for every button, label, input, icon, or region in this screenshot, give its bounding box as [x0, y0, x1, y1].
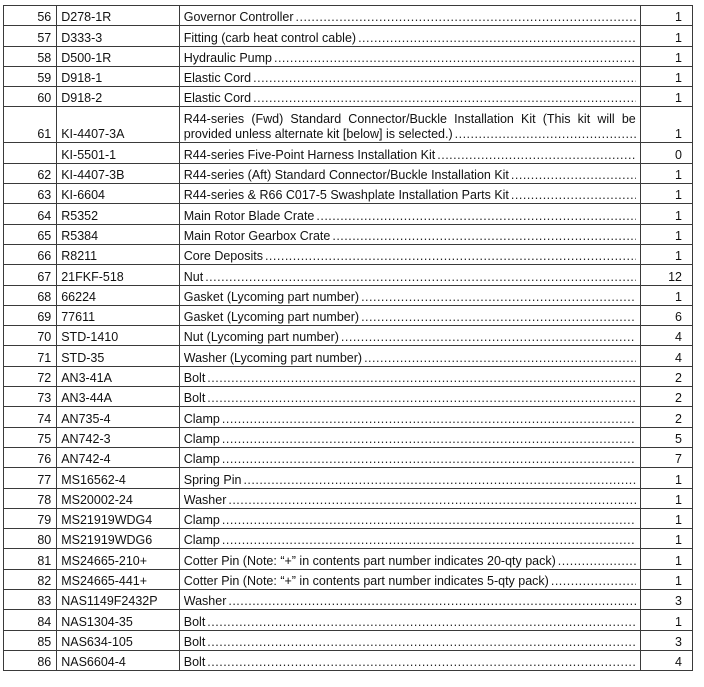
quantity: 1 [640, 204, 692, 224]
description-line [184, 310, 636, 325]
leader-dots [228, 493, 635, 508]
description-line [184, 493, 636, 508]
description-text: Bolt [183, 391, 206, 406]
description-cell [179, 6, 640, 26]
description-line [184, 330, 636, 345]
item-number: 64 [4, 204, 57, 224]
description-line [184, 554, 636, 569]
leader-dots [253, 91, 636, 106]
description-text: Bolt [183, 371, 206, 386]
description-text: Nut [183, 269, 204, 284]
description-cell [179, 407, 640, 427]
quantity: 1 [640, 46, 692, 66]
description-line [184, 168, 636, 183]
table-row [4, 508, 693, 528]
item-number: 73 [4, 387, 57, 407]
part-number: AN3-44A [57, 387, 180, 407]
table-row [4, 569, 693, 589]
description-line [184, 209, 636, 224]
quantity: 1 [640, 529, 692, 549]
description-line [184, 371, 636, 386]
table-row [4, 529, 693, 549]
quantity: 1 [640, 610, 692, 630]
table-row [4, 265, 693, 285]
table-row [4, 468, 693, 488]
table-row [4, 87, 693, 107]
part-number: STD-35 [57, 346, 180, 366]
part-number: NAS634-105 [57, 630, 180, 650]
quantity: 12 [640, 265, 692, 285]
description-text: provided unless alternate kit [below] is selected.) [183, 127, 453, 142]
description-line [184, 452, 636, 467]
description-cell [179, 305, 640, 325]
description-text: Nut (Lycoming part number) [183, 330, 339, 345]
leader-dots [265, 249, 636, 264]
item-number: 70 [4, 326, 57, 346]
description-cell [179, 366, 640, 386]
item-number: 81 [4, 549, 57, 569]
description-cell [179, 468, 640, 488]
item-number: 61 [4, 107, 57, 143]
quantity: 1 [640, 184, 692, 204]
part-number: MS20002-24 [57, 488, 180, 508]
leader-dots [511, 188, 636, 203]
description-cell [179, 244, 640, 264]
part-number: MS24665-210+ [57, 549, 180, 569]
part-number: 21FKF-518 [57, 265, 180, 285]
table-row [4, 285, 693, 305]
quantity: 1 [640, 549, 692, 569]
table-row [4, 163, 693, 183]
description-line [184, 290, 636, 305]
quantity: 1 [640, 6, 692, 26]
quantity: 7 [640, 447, 692, 467]
description-text: Clamp [183, 431, 220, 446]
item-number: 71 [4, 346, 57, 366]
leader-dots [341, 330, 636, 345]
item-number: 79 [4, 508, 57, 528]
description-cell [179, 447, 640, 467]
description-line [184, 391, 636, 406]
item-number: 62 [4, 163, 57, 183]
description-cell [179, 488, 640, 508]
part-number: NAS1149F2432P [57, 590, 180, 610]
description-line [184, 31, 636, 46]
item-number: 56 [4, 6, 57, 26]
part-number: D333-3 [57, 26, 180, 46]
part-number: R8211 [57, 244, 180, 264]
description-line [184, 574, 636, 589]
table-row [4, 26, 693, 46]
description-text: R44-series Five-Point Harness Installation Kit [183, 147, 436, 162]
table-row [4, 650, 693, 670]
description-line [184, 615, 636, 630]
leader-dots [243, 473, 635, 488]
description-text: Bolt [183, 614, 206, 629]
item-number: 80 [4, 529, 57, 549]
description-line [184, 513, 636, 528]
quantity: 1 [640, 26, 692, 46]
description-cell [179, 107, 640, 143]
description-cell [179, 285, 640, 305]
description-text: Clamp [183, 513, 220, 528]
item-number: 83 [4, 590, 57, 610]
part-number: 77611 [57, 305, 180, 325]
description-text: Bolt [183, 655, 206, 670]
description-line [184, 148, 636, 163]
table-row [4, 488, 693, 508]
description-text: Cotter Pin (Note: “+” in contents part number indicates 5-qty pack) [183, 574, 549, 589]
quantity: 2 [640, 366, 692, 386]
description-text: Clamp [183, 411, 220, 426]
quantity: 1 [640, 488, 692, 508]
leader-dots [437, 148, 636, 163]
item-number: 76 [4, 447, 57, 467]
table-row [4, 204, 693, 224]
description-text: Washer [183, 594, 227, 609]
description-cell [179, 163, 640, 183]
table-row [4, 610, 693, 630]
leader-dots [296, 10, 636, 25]
quantity: 4 [640, 650, 692, 670]
item-number: 77 [4, 468, 57, 488]
leader-dots [222, 412, 636, 427]
leader-dots [253, 71, 636, 86]
quantity: 1 [640, 569, 692, 589]
item-number [4, 143, 57, 163]
table-row [4, 447, 693, 467]
item-number: 63 [4, 184, 57, 204]
part-number: D278-1R [57, 6, 180, 26]
part-number: D500-1R [57, 46, 180, 66]
table-row [4, 6, 693, 26]
description-text: Hydraulic Pump [183, 50, 272, 65]
description-line [184, 91, 636, 106]
description-text: Main Rotor Blade Crate [183, 208, 315, 223]
part-number: KI-4407-3A [57, 107, 180, 143]
description-cell [179, 26, 640, 46]
part-number: AN735-4 [57, 407, 180, 427]
quantity: 1 [640, 468, 692, 488]
quantity: 1 [640, 285, 692, 305]
part-number: R5352 [57, 204, 180, 224]
description-line [184, 594, 636, 609]
part-number: NAS6604-4 [57, 650, 180, 670]
table-row [4, 630, 693, 650]
leader-dots [222, 432, 636, 447]
description-cell [179, 387, 640, 407]
description-line [184, 655, 636, 670]
quantity: 3 [640, 630, 692, 650]
item-number: 84 [4, 610, 57, 630]
part-number: STD-1410 [57, 326, 180, 346]
description-line [184, 270, 636, 285]
description-text: Gasket (Lycoming part number) [183, 310, 360, 325]
quantity: 1 [640, 163, 692, 183]
quantity: 1 [640, 224, 692, 244]
part-number: AN742-4 [57, 447, 180, 467]
table-row [4, 366, 693, 386]
description-text: Main Rotor Gearbox Crate [183, 228, 331, 243]
leader-dots [361, 310, 636, 325]
description-cell [179, 346, 640, 366]
item-number: 78 [4, 488, 57, 508]
table-row [4, 244, 693, 264]
part-number: KI-6604 [57, 184, 180, 204]
quantity: 1 [640, 244, 692, 264]
leader-dots [207, 635, 635, 650]
parts-table [3, 5, 693, 671]
description-line [184, 249, 636, 264]
description-line [184, 432, 636, 447]
leader-dots [455, 127, 636, 142]
description-cell [179, 66, 640, 86]
quantity: 1 [640, 107, 692, 143]
quantity: 4 [640, 346, 692, 366]
part-number: KI-4407-3B [57, 163, 180, 183]
item-number: 65 [4, 224, 57, 244]
leader-dots [207, 655, 635, 670]
part-number: AN742-3 [57, 427, 180, 447]
description-line [184, 71, 636, 86]
description-cell [179, 87, 640, 107]
part-number: MS21919WDG4 [57, 508, 180, 528]
description-cell [179, 549, 640, 569]
part-number: D918-2 [57, 87, 180, 107]
table-row [4, 184, 693, 204]
description-line-1: R44-series (Fwd) Standard Connector/Buckle Installation Kit (This kit will be [183, 112, 636, 127]
quantity: 5 [640, 427, 692, 447]
description-text: Clamp [183, 452, 220, 467]
table-row [4, 46, 693, 66]
part-number: MS16562-4 [57, 468, 180, 488]
part-number: AN3-41A [57, 366, 180, 386]
description-text: Gasket (Lycoming part number) [183, 289, 360, 304]
description-line [184, 229, 636, 244]
part-number: MS21919WDG6 [57, 529, 180, 549]
table-row [4, 224, 693, 244]
table-row [4, 66, 693, 86]
leader-dots [332, 229, 635, 244]
part-number: R5384 [57, 224, 180, 244]
description-cell [179, 224, 640, 244]
description-line [184, 51, 636, 66]
item-number: 66 [4, 244, 57, 264]
description-text: R44-series (Aft) Standard Connector/Buckle Installation Kit [183, 168, 509, 183]
item-number: 75 [4, 427, 57, 447]
part-number: 66224 [57, 285, 180, 305]
table-row [4, 143, 693, 163]
description-cell [179, 590, 640, 610]
leader-dots [207, 391, 635, 406]
quantity: 3 [640, 590, 692, 610]
description-line [184, 188, 636, 203]
leader-dots [361, 290, 636, 305]
description-line [184, 351, 636, 366]
description-text: Governor Controller [183, 10, 294, 25]
item-number: 69 [4, 305, 57, 325]
description-cell [179, 508, 640, 528]
table-row [4, 549, 693, 569]
item-number: 68 [4, 285, 57, 305]
description-text: Elastic Cord [183, 91, 252, 106]
leader-dots [364, 351, 636, 366]
description-cell [179, 265, 640, 285]
table-row [4, 387, 693, 407]
item-number: 74 [4, 407, 57, 427]
part-number: MS24665-441+ [57, 569, 180, 589]
description-text: Cotter Pin (Note: “+” in contents part number indicates 20-qty pack) [183, 553, 556, 568]
description-line [184, 412, 636, 427]
leader-dots [222, 533, 636, 548]
quantity: 1 [640, 66, 692, 86]
description-line [184, 127, 636, 142]
item-number: 85 [4, 630, 57, 650]
leader-dots [558, 554, 636, 569]
part-number: NAS1304-35 [57, 610, 180, 630]
description-cell [179, 650, 640, 670]
leader-dots [316, 209, 635, 224]
leader-dots [551, 574, 636, 589]
leader-dots [222, 513, 636, 528]
leader-dots [511, 168, 636, 183]
item-number: 82 [4, 569, 57, 589]
description-cell [179, 529, 640, 549]
item-number: 60 [4, 87, 57, 107]
quantity: 2 [640, 387, 692, 407]
leader-dots [358, 31, 636, 46]
description-cell [179, 427, 640, 447]
description-line [184, 473, 636, 488]
description-text: R44-series & R66 C017-5 Swashplate Installation Parts Kit [183, 188, 509, 203]
description-cell [179, 46, 640, 66]
quantity: 1 [640, 508, 692, 528]
description-cell [179, 184, 640, 204]
item-number: 67 [4, 265, 57, 285]
leader-dots [222, 452, 636, 467]
quantity: 4 [640, 326, 692, 346]
description-line [184, 10, 636, 25]
table-row [4, 346, 693, 366]
description-text: Bolt [183, 634, 206, 649]
table-row [4, 590, 693, 610]
description-text: Elastic Cord [183, 71, 252, 86]
description-cell [179, 630, 640, 650]
description-text: Spring Pin [183, 472, 242, 487]
table-row [4, 407, 693, 427]
item-number: 72 [4, 366, 57, 386]
description-line [184, 635, 636, 650]
table-row [4, 107, 693, 143]
quantity: 6 [640, 305, 692, 325]
description-text: Fitting (carb heat control cable) [183, 30, 357, 45]
description-text: Clamp [183, 533, 220, 548]
leader-dots [205, 270, 636, 285]
parts-table-body [4, 6, 693, 671]
part-number: KI-5501-1 [57, 143, 180, 163]
description-cell [179, 569, 640, 589]
item-number: 59 [4, 66, 57, 86]
leader-dots [228, 594, 635, 609]
description-line [184, 533, 636, 548]
leader-dots [207, 371, 635, 386]
quantity: 1 [640, 87, 692, 107]
description-text: Washer (Lycoming part number) [183, 350, 363, 365]
part-number: D918-1 [57, 66, 180, 86]
table-row [4, 326, 693, 346]
description-cell [179, 610, 640, 630]
description-cell [179, 326, 640, 346]
description-text: Core Deposits [183, 249, 263, 264]
item-number: 58 [4, 46, 57, 66]
description-cell [179, 143, 640, 163]
description-cell [179, 204, 640, 224]
leader-dots [274, 51, 636, 66]
table-row [4, 427, 693, 447]
description-text: Washer [183, 492, 227, 507]
quantity: 2 [640, 407, 692, 427]
item-number: 86 [4, 650, 57, 670]
leader-dots [207, 615, 635, 630]
item-number: 57 [4, 26, 57, 46]
table-row [4, 305, 693, 325]
quantity: 0 [640, 143, 692, 163]
